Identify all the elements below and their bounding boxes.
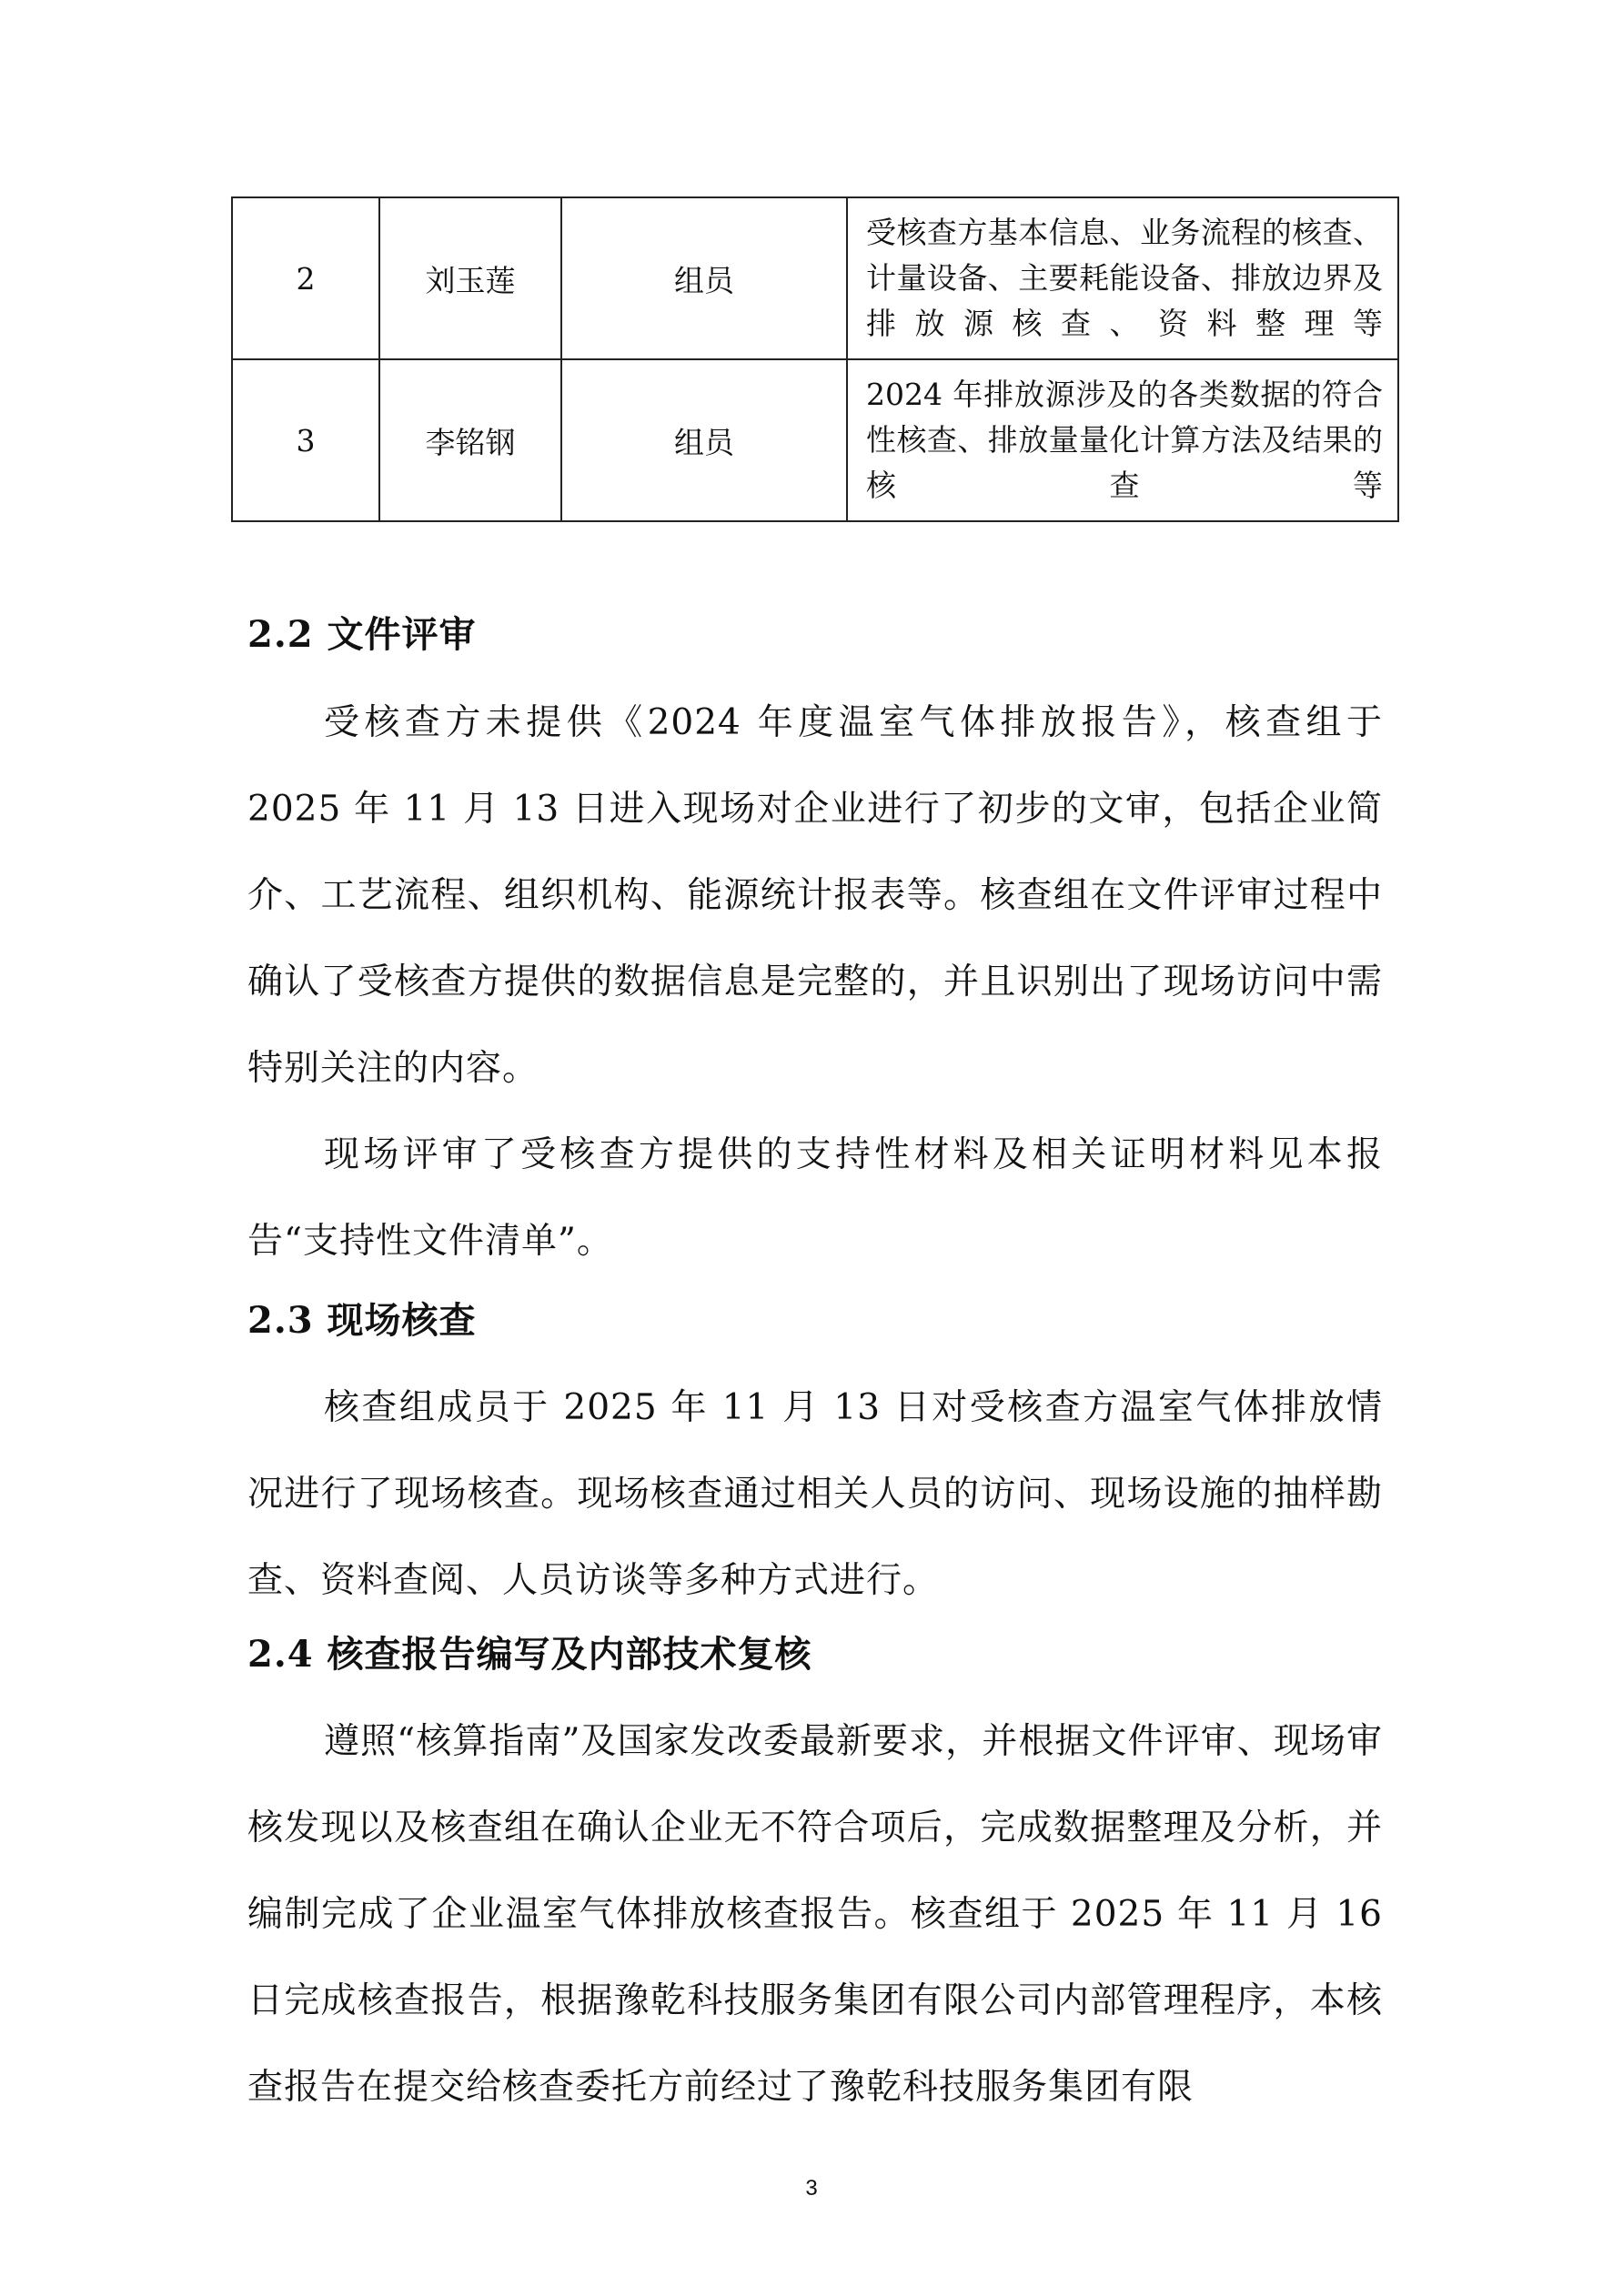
table-cell-number: 2 [232,197,379,359]
paragraph: 核查组成员于 2025 年 11 月 13 日对受核查方温室气体排放情况进行了现场核查。现场核查通过相关人员的访问、现场设施的抽样勘查、资料查阅、人员访谈等多种方式进行。 [247,1387,1383,1601]
section-heading-document-review: 2.2 文件评审 [247,613,477,656]
table-cell-role: 组员 [561,197,847,359]
table-cell-role: 组员 [561,359,847,521]
table-cell-name: 刘玉莲 [379,197,561,359]
table-cell-duties: 受核查方基本信息、业务流程的核查、计量设备、主要耗能设备、排放边界及排放源核查、资料整理等 [847,197,1398,359]
page-number: 3 [805,2176,818,2200]
section-heading-onsite-verification: 2.3 现场核查 [247,1299,477,1342]
table-cell-duties: 2024 年排放源涉及的各类数据的符合性核查、排放量量化计算方法及结果的核查等 [847,359,1398,521]
paragraph: 受核查方未提供《2024 年度温室气体排放报告》，核查组于 2025 年 11 月 13 日进入现场对企业进行了初步的文审，包括企业简介、工艺流程、组织机构、能源统计报表等。核查组在文件评审过程中确认了受核查方提供的数据信息是完整的，并且识别出了现场访问中需特别关注的内容。 [247,702,1383,1089]
paragraph: 现场评审了受核查方提供的支持性材料及相关证明材料见本报告“支持性文件清单”。 [247,1134,1383,1262]
paragraph: 遵照“核算指南”及国家发改委最新要求，并根据文件评审、现场审核发现以及核查组在确认企业无不符合项后，完成数据整理及分析，并编制完成了企业温室气体排放核查报告。核查组于 2025 年 11 月 16 日完成核查报告，根据豫乾科技服务集团有限公司内部管理程序，本核查报告在提交给核查委托方前经过了豫乾科技服务集团有限 [247,1721,1383,2108]
section-heading-report-review: 2.4 核查报告编写及内部技术复核 [247,1633,812,1676]
table-row [232,197,1398,359]
table-row [232,359,1398,521]
table-cell-number: 3 [232,359,379,521]
verification-team-table [231,196,1399,522]
table-cell-name: 李铭钢 [379,359,561,521]
